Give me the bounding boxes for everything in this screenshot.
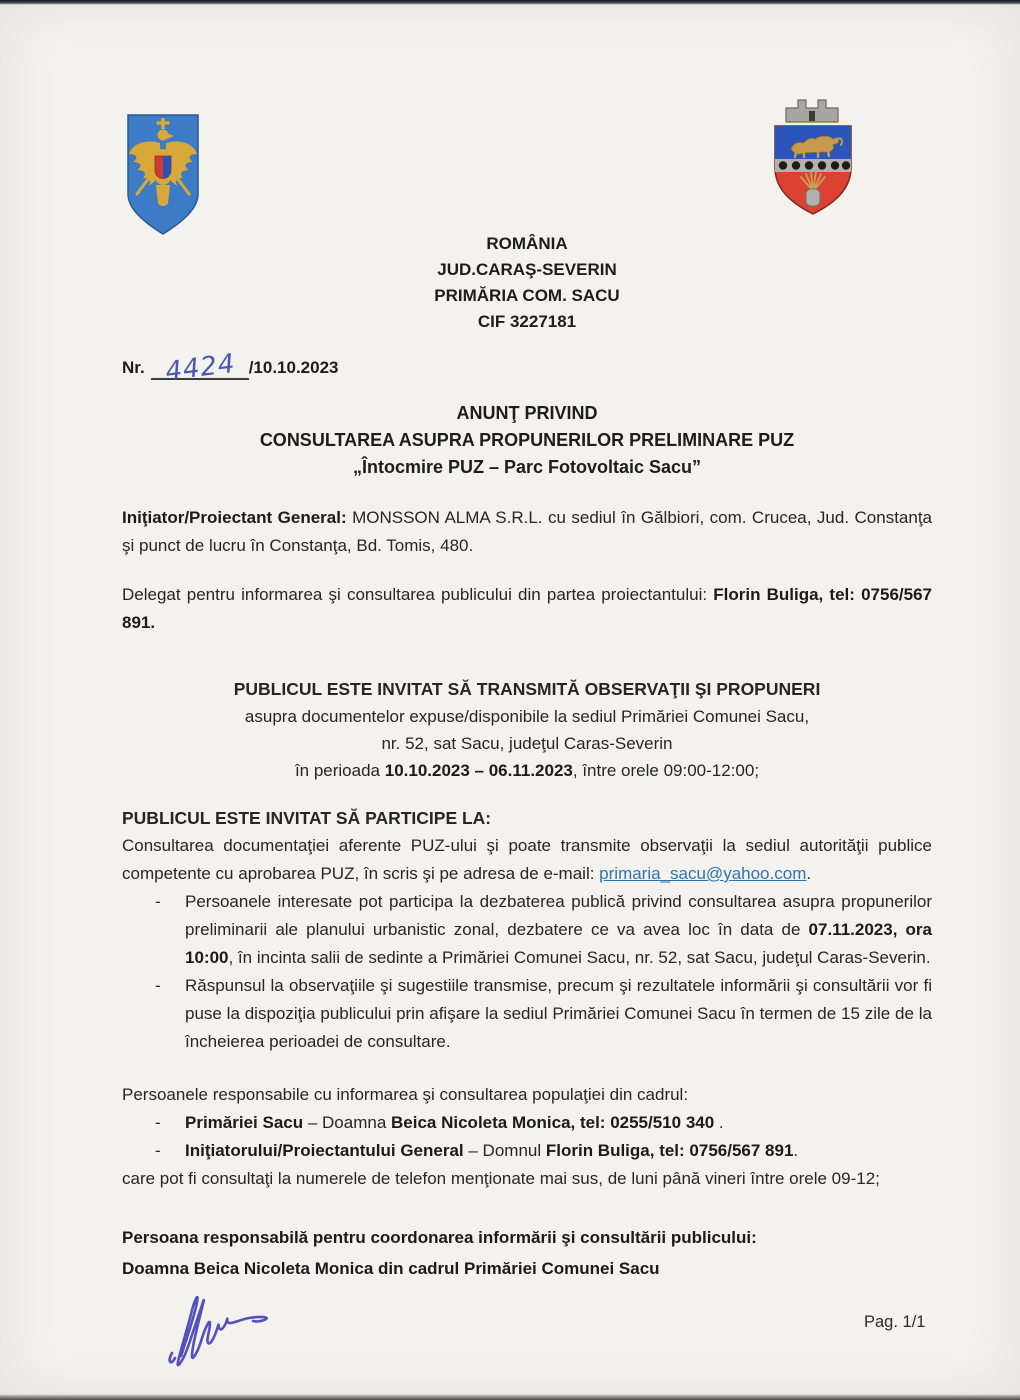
notice-title-line2: CONSULTAREA ASUPRA PROPUNERILOR PRELIMINARE PUZ	[259, 430, 795, 450]
responsible-outro: care pot fi consultaţi la numerele de telefon menţionate mai sus, de luni până vineri între orele 09-12;	[122, 1169, 880, 1188]
participate-paragraph	[122, 832, 932, 888]
responsible-entity: Iniţiatorului/Proiectantului General	[185, 1141, 464, 1160]
delegate-contact: Florin Buliga, tel: 0756/567 891.	[122, 585, 932, 632]
delegate-paragraph	[122, 581, 932, 637]
bullet-bold-date: 07.11.2023, ora 10:00	[185, 920, 932, 967]
page-number: Pag. 1/1	[864, 1313, 926, 1331]
transmit-invitation-line2: asupra documentelor expuse/disponibile la sediul Primăriei Comunei Sacu,	[244, 707, 810, 726]
bullet-text-end: , în incinta salii de sedinte a Primăriei Comunei Sacu, nr. 52, sat Sacu, judeţul Caras-Severin.	[228, 948, 931, 967]
responsible-list	[122, 1109, 932, 1165]
responsible-persons-section	[122, 1081, 932, 1193]
dash-marker: -	[155, 1141, 161, 1160]
document-body	[122, 0, 932, 1284]
letterhead	[122, 0, 932, 335]
period-dates: 10.10.2023 – 06.11.2023	[384, 761, 573, 780]
list-item	[122, 1137, 932, 1165]
registration-label: Nr.	[122, 358, 145, 377]
initiator-paragraph	[122, 504, 932, 560]
responsible-intro: Persoanele responsabile cu informarea şi consultarea populaţiei din cadrul:	[122, 1085, 689, 1104]
period-prefix: în perioada	[294, 761, 385, 780]
letterhead-county: JUD.CARAŞ-SEVERIN	[437, 260, 617, 279]
participate-heading: PUBLICUL ESTE INVITAT SĂ PARTICIPE LA:	[122, 808, 492, 828]
registration-number-slot	[151, 348, 249, 388]
letterhead-institution: PRIMĂRIA COM. SACU	[434, 286, 620, 305]
notice-title-line3: „Întocmire PUZ – Parc Fotovoltaic Sacu”	[352, 457, 702, 477]
handwritten-registration-number: 4424	[163, 348, 237, 388]
list-item	[122, 888, 932, 972]
bullet-text: Persoanele interesate pot participa la dezbaterea publică privind consultarea asupra propunerilor preliminarii ale planului urbanistic zonal, dezbatere ce va avea loc în data de	[185, 892, 932, 939]
transmit-invitation-line4	[122, 757, 932, 784]
responsible-mid: – Domnul	[463, 1141, 546, 1160]
list-item	[122, 972, 932, 1056]
letterhead-cif: CIF 3227181	[477, 312, 577, 331]
transmit-invitation-block	[122, 676, 932, 784]
transmit-invitation-heading: PUBLICUL ESTE INVITAT SĂ TRANSMITĂ OBSERVAŢII ŞI PROPUNERI	[233, 679, 821, 699]
responsible-end: .	[793, 1141, 799, 1160]
handwritten-signature-icon	[165, 1258, 325, 1373]
dash-marker: -	[155, 976, 161, 995]
responsible-mid: – Doamna	[303, 1113, 392, 1132]
registration-line	[122, 348, 932, 388]
transmit-invitation-line3: nr. 52, sat Sacu, judeţul Caras-Severin	[381, 734, 673, 753]
participate-bullet-list	[122, 888, 932, 1056]
notice-title-line1: ANUNŢ PRIVIND	[456, 403, 598, 423]
period-hours: , între orele 09:00-12:00;	[572, 761, 760, 780]
responsible-contact: Beica Nicoleta Monica, tel: 0255/510 340	[391, 1113, 715, 1132]
bullet-text: Răspunsul la observaţiile şi sugestiile transmise, precum şi rezultatele informării şi consultării vor fi puse la dispoziţia publicului prin afişare la sediul Primăriei Comunei Sacu în termen de 15 zile de la încheierea perioadei de consultare.	[185, 976, 932, 1051]
scan-edge-bottom	[0, 1394, 1020, 1400]
participate-section	[122, 805, 932, 1056]
delegate-text: Delegat pentru informarea şi consultarea publicului din partea proiectantului:	[122, 585, 714, 604]
responsible-entity: Primăriei Sacu	[185, 1113, 304, 1132]
participate-text: Consultarea documentaţiei aferente PUZ-ului şi poate transmite observaţii la sediul autorităţii publice competente cu aprobarea PUZ, în scris şi pe adresa de e-mail:	[122, 836, 932, 883]
coordinator-line1: Persoana responsabilă pentru coordonarea informării şi consultării publicului:	[122, 1228, 757, 1247]
dash-marker: -	[155, 892, 161, 911]
list-item	[122, 1109, 932, 1137]
initiator-text: MONSSON ALMA S.R.L. cu sediul în Gălbiori, com. Crucea, Jud. Constanţa şi punct de lucru în Constanţa, Bd. Tomis, 480.	[122, 508, 932, 555]
responsible-end: .	[714, 1113, 724, 1132]
coordinator-line2: Doamna Beica Nicoleta Monica din cadrul Primăriei Comunei Sacu	[122, 1259, 660, 1278]
registration-date: /10.10.2023	[248, 358, 339, 377]
notice-title	[122, 400, 932, 481]
participate-text-end: .	[806, 864, 812, 883]
initiator-label: Iniţiator/Proiectant General:	[122, 508, 347, 527]
email-link[interactable]: primaria_sacu@yahoo.com	[599, 864, 807, 883]
letterhead-country: ROMÂNIA	[486, 234, 568, 253]
dash-marker: -	[155, 1113, 161, 1132]
responsible-contact: Florin Buliga, tel: 0756/567 891	[545, 1141, 794, 1160]
